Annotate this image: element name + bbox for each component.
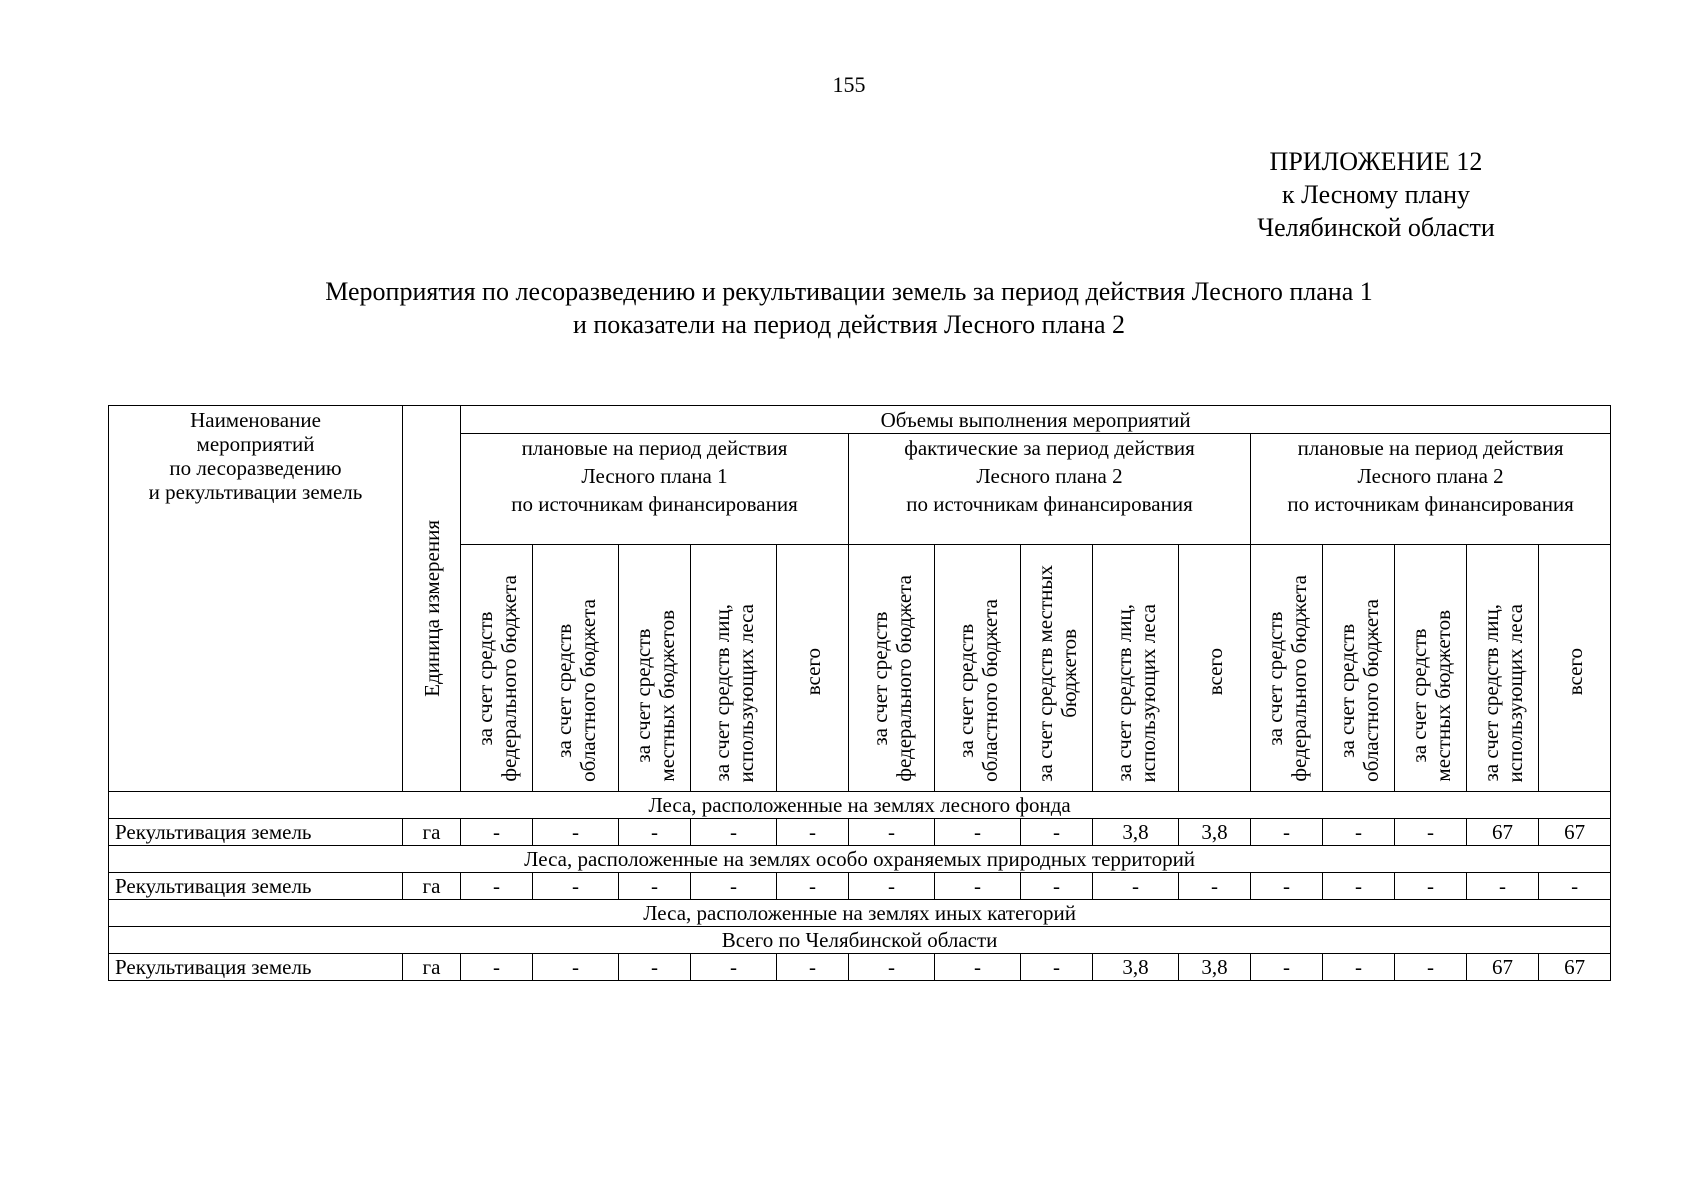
table-cell: - bbox=[691, 819, 777, 846]
header-col-13 bbox=[1395, 545, 1467, 792]
table-cell: - bbox=[849, 954, 935, 981]
table-cell: - bbox=[935, 873, 1021, 900]
table-cell: - bbox=[461, 873, 533, 900]
header-col-15-label: всего bbox=[1562, 647, 1587, 695]
row-unit: га bbox=[403, 954, 461, 981]
header-group-actual-2: фактические за период действия Лесного плана 2 по источникам финансирования bbox=[849, 434, 1251, 545]
document-title-line-1: Мероприятия по лесоразведению и рекультивации земель за период действия Лесного плана 1 bbox=[325, 277, 1373, 306]
table-row-forest-fund bbox=[109, 819, 1611, 846]
header-col-2 bbox=[533, 545, 619, 792]
table-cell: - bbox=[849, 873, 935, 900]
measures-table bbox=[108, 405, 1611, 981]
table-cell: - bbox=[1467, 873, 1539, 900]
table-cell: 67 bbox=[1467, 954, 1539, 981]
table-cell: - bbox=[619, 819, 691, 846]
table-cell: 3,8 bbox=[1093, 819, 1179, 846]
table-cell: 3,8 bbox=[1093, 954, 1179, 981]
table-cell: - bbox=[1251, 819, 1323, 846]
header-unit-label: Единица измерения bbox=[419, 520, 444, 697]
table-cell: - bbox=[1323, 873, 1395, 900]
table-cell: - bbox=[691, 954, 777, 981]
header-col-9-label: за счет средств лиц, использующих леса bbox=[1111, 603, 1160, 782]
section-row-protected bbox=[109, 846, 1611, 873]
table-cell: 67 bbox=[1467, 819, 1539, 846]
header-col-4-label: за счет средств лиц, использующих леса bbox=[709, 603, 758, 782]
header-col-8 bbox=[1021, 545, 1093, 792]
table-row-total bbox=[109, 954, 1611, 981]
header-col-10-label: всего bbox=[1202, 647, 1227, 695]
table-cell: - bbox=[849, 819, 935, 846]
table-cell: - bbox=[1251, 873, 1323, 900]
table-cell: - bbox=[533, 954, 619, 981]
table-cell: - bbox=[619, 954, 691, 981]
table-cell: - bbox=[461, 819, 533, 846]
header-unit bbox=[403, 406, 461, 792]
header-col-14-label: за счет средств лиц, использующих леса bbox=[1478, 603, 1527, 782]
header-col-1-label: за счет средств федерального бюджета bbox=[472, 575, 521, 782]
header-col-6-label: за счет средств федерального бюджета bbox=[867, 575, 916, 782]
table-cell: - bbox=[777, 819, 849, 846]
header-col-11-label: за счет средств федерального бюджета bbox=[1262, 575, 1311, 782]
row-name: Рекультивация земель bbox=[109, 819, 403, 846]
table-cell: - bbox=[1021, 954, 1093, 981]
header-col-14 bbox=[1467, 545, 1539, 792]
section-row-total bbox=[109, 927, 1611, 954]
header-activity-name: Наименование мероприятий по лесоразведению и рекультивации земель bbox=[109, 406, 403, 792]
section-forest-fund: Леса, расположенные на землях лесного фонда bbox=[109, 792, 1611, 819]
table-cell: - bbox=[1323, 819, 1395, 846]
header-group-plan-1: плановые на период действия Лесного плана 1 по источникам финансирования bbox=[461, 434, 849, 545]
table-cell: - bbox=[1539, 873, 1611, 900]
header-col-3 bbox=[619, 545, 691, 792]
document-title bbox=[0, 275, 1698, 341]
table-cell: - bbox=[619, 873, 691, 900]
table-cell: - bbox=[691, 873, 777, 900]
header-col-12-label: за счет средств областного бюджета bbox=[1334, 599, 1383, 782]
table-cell: - bbox=[461, 954, 533, 981]
table-cell: - bbox=[533, 873, 619, 900]
table-cell: - bbox=[1323, 954, 1395, 981]
row-name: Рекультивация земель bbox=[109, 873, 403, 900]
table-cell: 3,8 bbox=[1179, 819, 1251, 846]
header-col-7 bbox=[935, 545, 1021, 792]
appendix-block bbox=[1196, 145, 1556, 244]
table-cell: - bbox=[1251, 954, 1323, 981]
page-number: 155 bbox=[832, 72, 866, 97]
header-col-1 bbox=[461, 545, 533, 792]
header-col-15 bbox=[1539, 545, 1611, 792]
header-col-11 bbox=[1251, 545, 1323, 792]
table-cell: - bbox=[1021, 819, 1093, 846]
table-cell: - bbox=[533, 819, 619, 846]
section-total: Всего по Челябинской области bbox=[109, 927, 1611, 954]
table-cell: - bbox=[777, 954, 849, 981]
header-col-5 bbox=[777, 545, 849, 792]
header-col-13-label: за счет средств местных бюджетов bbox=[1406, 610, 1455, 782]
table-row-protected bbox=[109, 873, 1611, 900]
table-cell: - bbox=[1395, 819, 1467, 846]
header-col-9 bbox=[1093, 545, 1179, 792]
table-cell: 67 bbox=[1539, 954, 1611, 981]
header-col-5-label: всего bbox=[800, 647, 825, 695]
section-row-other bbox=[109, 900, 1611, 927]
table-cell: - bbox=[1395, 873, 1467, 900]
header-col-8-label: за счет средств местных бюджетов bbox=[1032, 565, 1081, 782]
header-col-7-label: за счет средств областного бюджета bbox=[953, 599, 1002, 782]
section-row-forest-fund bbox=[109, 792, 1611, 819]
document-title-line-2: и показатели на период действия Лесного плана 2 bbox=[572, 310, 1126, 339]
table-cell: - bbox=[1395, 954, 1467, 981]
header-col-4 bbox=[691, 545, 777, 792]
table-cell: - bbox=[1093, 873, 1179, 900]
table-cell: - bbox=[1179, 873, 1251, 900]
table-cell: - bbox=[935, 819, 1021, 846]
table-cell: - bbox=[1021, 873, 1093, 900]
appendix-line-1: ПРИЛОЖЕНИЕ 12 bbox=[1269, 147, 1483, 176]
header-col-3-label: за счет средств местных бюджетов bbox=[630, 610, 679, 782]
table-cell: - bbox=[777, 873, 849, 900]
section-other: Леса, расположенные на землях иных категорий bbox=[109, 900, 1611, 927]
row-unit: га bbox=[403, 873, 461, 900]
header-volumes: Объемы выполнения мероприятий bbox=[461, 406, 1611, 434]
header-col-10 bbox=[1179, 545, 1251, 792]
section-protected: Леса, расположенные на землях особо охраняемых природных территорий bbox=[109, 846, 1611, 873]
table-cell: 3,8 bbox=[1179, 954, 1251, 981]
header-col-12 bbox=[1323, 545, 1395, 792]
row-unit: га bbox=[403, 819, 461, 846]
header-group-plan-2: плановые на период действия Лесного плана 2 по источникам финансирования bbox=[1251, 434, 1611, 545]
table-cell: 67 bbox=[1539, 819, 1611, 846]
header-col-2-label: за счет средств областного бюджета bbox=[551, 599, 600, 782]
table-cell: - bbox=[935, 954, 1021, 981]
header-col-6 bbox=[849, 545, 935, 792]
appendix-line-2: к Лесному плану bbox=[1281, 180, 1471, 209]
row-name: Рекультивация земель bbox=[109, 954, 403, 981]
appendix-line-3: Челябинской области bbox=[1257, 213, 1495, 242]
